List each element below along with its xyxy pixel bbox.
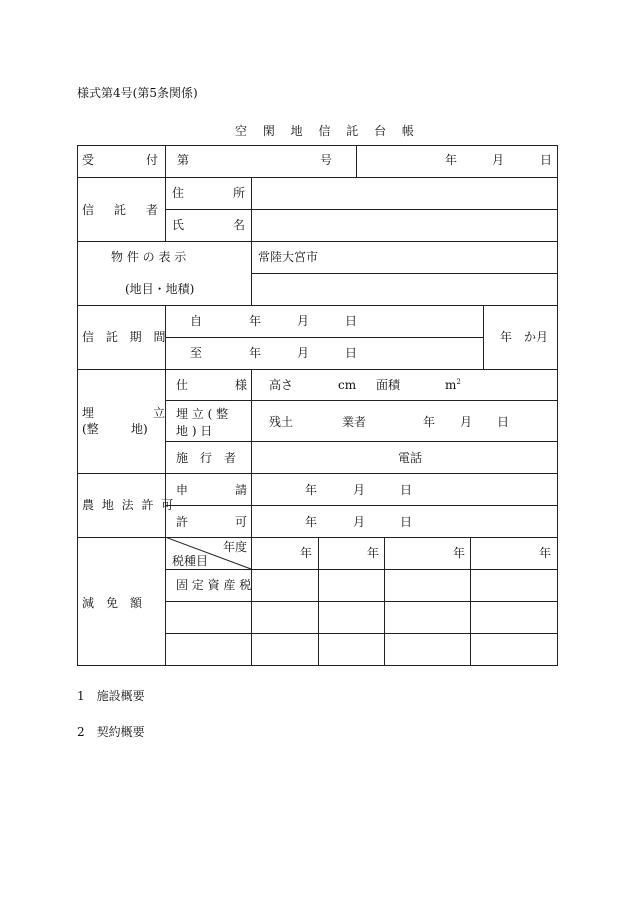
period-from: 自 [190,314,203,328]
period-from-hi: 日 [345,314,358,328]
permit-hi: 日 [400,515,413,529]
fill-tsuki: 月 [460,415,473,429]
uketsuke-tsuki: 月 [492,153,505,167]
permit-label-2: 可 [235,515,248,529]
form-number: 様式第4号(第5条関係) [77,86,198,100]
spec-label-2: 様 [235,378,248,392]
fill-label-4: 地) [131,422,148,436]
note-facility-overview: 1 施設概要 [77,689,145,703]
name-label-2: 名 [233,218,246,232]
permit-label-1: 許 [176,515,189,529]
address-label-1: 住 [172,186,185,200]
uketsuke-label-1: 受 [82,153,95,167]
uketsuke-go: 号 [320,153,333,167]
fixed-asset-tax: 固 定 資 産 税 [176,578,252,592]
shintakusha-label-1: 信 [82,203,95,217]
exemption-nen-1: 年 [300,546,313,560]
period-to-nen: 年 [249,346,262,360]
period-from-tsuki: 月 [297,314,310,328]
farmland-label: 農 地 法 許 可 [82,498,176,512]
uketsuke-hi: 日 [540,153,553,167]
apply-nen: 年 [305,483,318,497]
builder-label: 施 行 者 [176,451,237,465]
permit-nen: 年 [305,515,318,529]
permit-tsuki: 月 [353,515,366,529]
exemption-nen-3: 年 [453,546,466,560]
fill-date-label-1: 埋 立 ( 整 [176,407,229,421]
property-location: 常陸大宮市 [258,250,319,264]
spec-height: 高さ [269,378,294,392]
uketsuke-dai: 第 [177,153,190,167]
uketsuke-nen: 年 [445,153,458,167]
apply-tsuki: 月 [353,483,366,497]
exemption-year-label: 年度 [223,540,248,554]
uketsuke-label-2: 付 [146,153,159,167]
note-contract-overview: 2 契約概要 [77,725,145,739]
apply-hi: 日 [400,483,413,497]
period-to-tsuki: 月 [297,346,310,360]
period-duration: 年 か月 [500,330,549,344]
exemption-tax-label: 税種目 [172,554,209,568]
spec-cm: cm [338,378,357,392]
property-label: 物 件 の 表 示 [111,250,187,264]
period-to: 至 [190,346,203,360]
fill-label-1: 埋 [82,406,95,420]
spec-label-1: 仕 [176,378,189,392]
spec-m2: $m^2$ [445,378,461,392]
fill-date-label-2: 地 ) 日 [176,424,213,438]
property-sublabel: (地目・地積) [125,282,195,296]
exemption-label: 減 免 額 [82,596,143,610]
fill-contractor: 業者 [342,415,367,429]
shintakusha-label-2: 託 [114,203,127,217]
period-to-hi: 日 [345,346,358,360]
spec-area: 面積 [376,378,401,392]
period-label: 信 託 期 間 [82,330,170,344]
exemption-nen-4: 年 [539,546,552,560]
shintakusha-label-3: 者 [146,203,159,217]
fill-nen: 年 [423,415,436,429]
apply-label-1: 申 [176,483,189,497]
fill-label-2: 立 [153,406,166,420]
fill-label-3: (整 [82,422,99,436]
address-label-2: 所 [233,186,246,200]
exemption-nen-2: 年 [367,546,380,560]
apply-label-2: 請 [235,483,248,497]
document-title: 空 閑 地 信 託 台 帳 [235,124,420,138]
period-from-nen: 年 [249,314,262,328]
fill-hi: 日 [497,415,510,429]
name-label-1: 氏 [172,218,185,232]
fill-soil: 残土 [269,415,294,429]
builder-phone: 電話 [398,451,423,465]
